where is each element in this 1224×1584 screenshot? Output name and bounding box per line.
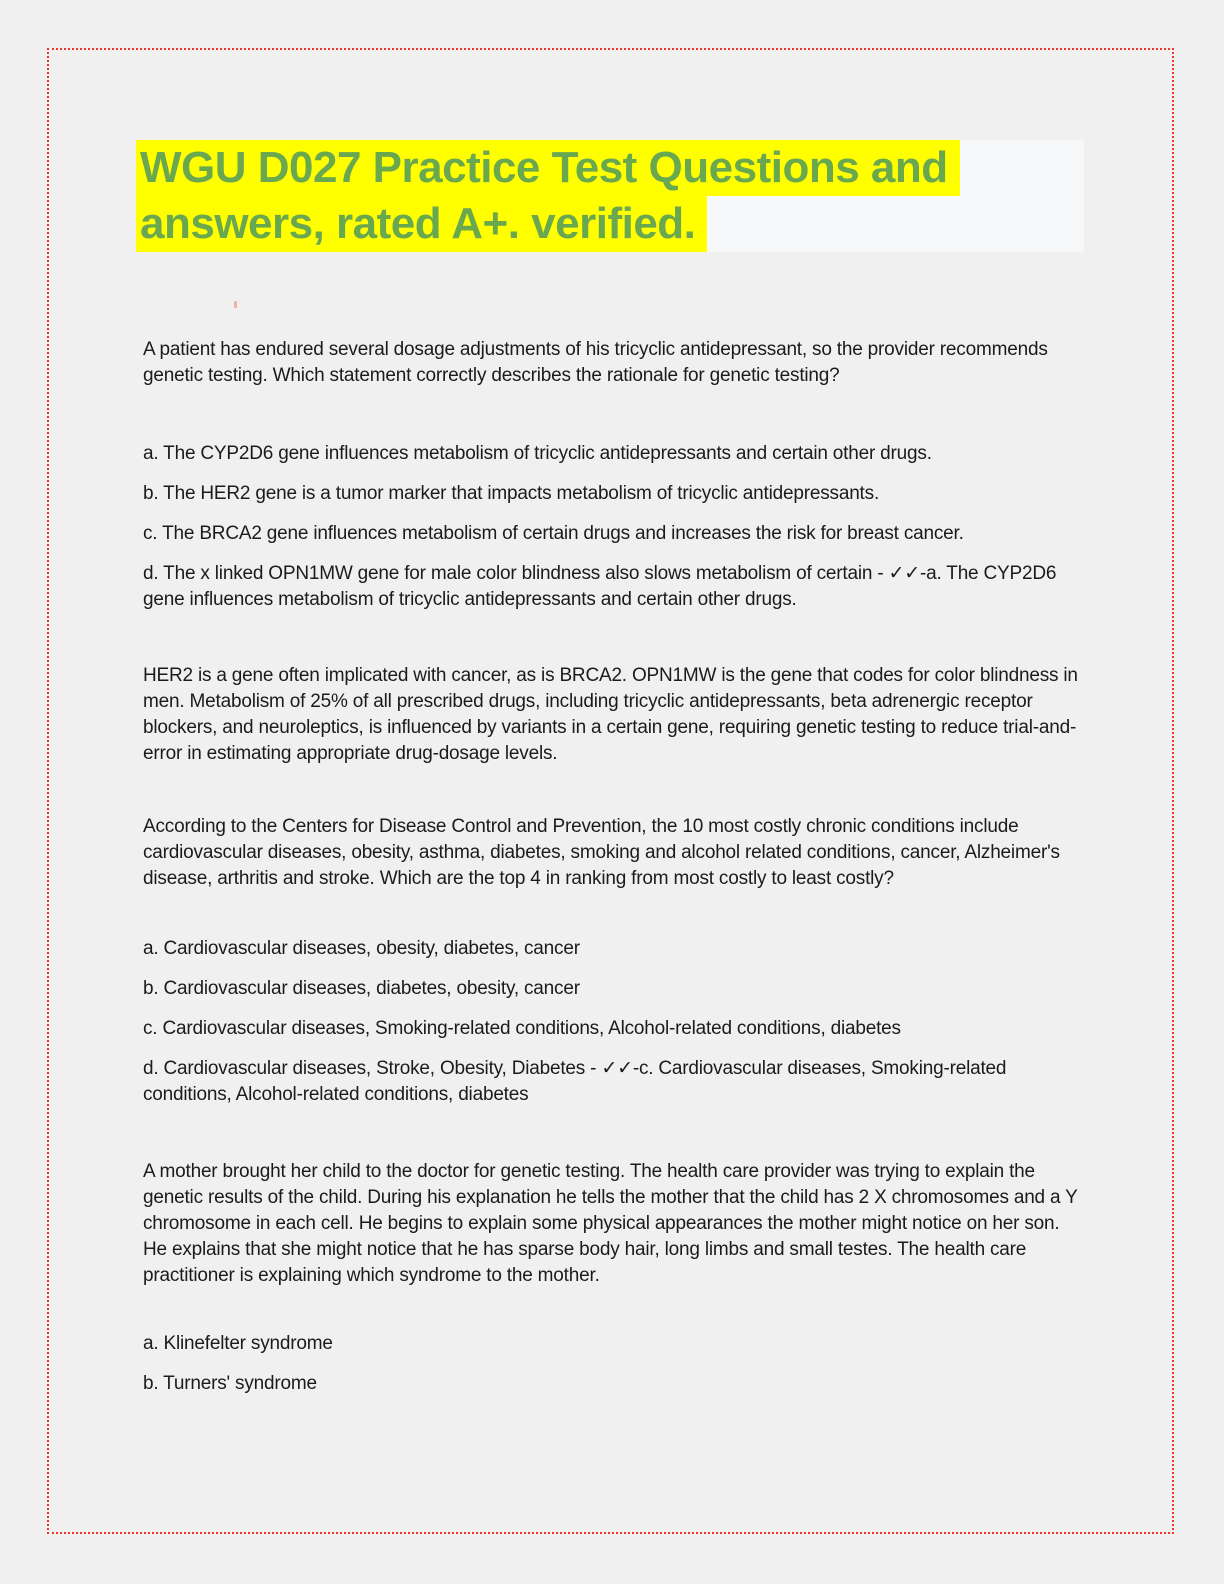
- question-1-option-d-with-answer: d. The x linked OPN1MW gene for male color blindness also slows metabolism of certain - ✓✓-a. The CYP2D6 gene influences metabolism of tricyclic antidepressants and certain other drugs.: [143, 563, 1057, 610]
- question-1-option-b: b. The HER2 gene is a tumor marker that impacts metabolism of tricyclic antidepressants.: [143, 483, 880, 504]
- document-title-line-1: WGU D027 Practice Test Questions and: [136, 140, 960, 196]
- question-3-option-a: a. Klinefelter syndrome: [143, 1333, 333, 1354]
- question-2-option-a: a. Cardiovascular diseases, obesity, diabetes, cancer: [143, 938, 580, 959]
- question-3-text: A mother brought her child to the doctor for genetic testing. The health care provider was trying to explain the genetic results of the child. During his explanation he tells the mother that the child has 2 X chromosomes and a Y chromosome in each cell. He begins to explain some physical appearances the mother might notice on her son. He explains that she might notice that he has sparse body hair, long limbs and small testes. The health care practitioner is explaining which syndrome to the mother.: [143, 1161, 1078, 1286]
- document-title-line-2: answers, rated A+. verified.: [136, 196, 707, 252]
- document-body: [143, 337, 1088, 1411]
- question-2-option-b: b. Cardiovascular diseases, diabetes, obesity, cancer: [143, 978, 580, 999]
- stray-annotation-mark: [234, 301, 237, 308]
- question-2-option-c: c. Cardiovascular diseases, Smoking-related conditions, Alcohol-related conditions, diabetes: [143, 1018, 901, 1039]
- question-3-option-b: b. Turners' syndrome: [143, 1373, 317, 1394]
- question-1-text: A patient has endured several dosage adjustments of his tricyclic antidepressant, so the provider recommends genetic testing. Which statement correctly describes the rationale for genetic testing?: [143, 339, 1048, 386]
- document-title: [140, 140, 1084, 252]
- question-2-option-d-with-answer: d. Cardiovascular diseases, Stroke, Obesity, Diabetes - ✓✓-c. Cardiovascular diseases, Smoking-related conditions, Alcohol-related conditions, diabetes: [143, 1058, 1007, 1105]
- question-1-option-a: a. The CYP2D6 gene influences metabolism of tricyclic antidepressants and certain other drugs.: [143, 443, 932, 464]
- title-background: [140, 140, 1084, 252]
- question-1-option-c: c. The BRCA2 gene influences metabolism of certain drugs and increases the risk for breast cancer.: [143, 523, 964, 544]
- question-2-text: According to the Centers for Disease Control and Prevention, the 10 most costly chronic conditions include cardiovascular diseases, obesity, asthma, diabetes, smoking and alcohol related conditions, cancer, Alzheimer's disease, arthritis and stroke. Which are the top 4 in ranking from most costly to least costly?: [143, 816, 1060, 889]
- question-1-answer-explanation: HER2 is a gene often implicated with cancer, as is BRCA2. OPN1MW is the gene that codes for color blindness in men. Metabolism of 25% of all prescribed drugs, including tricyclic antidepressants, beta adrenergic receptor blockers, and neuroleptics, is influenced by variants in a certain gene, requiring genetic testing to reduce trial-and-error in estimating appropriate drug-dosage levels.: [143, 665, 1078, 764]
